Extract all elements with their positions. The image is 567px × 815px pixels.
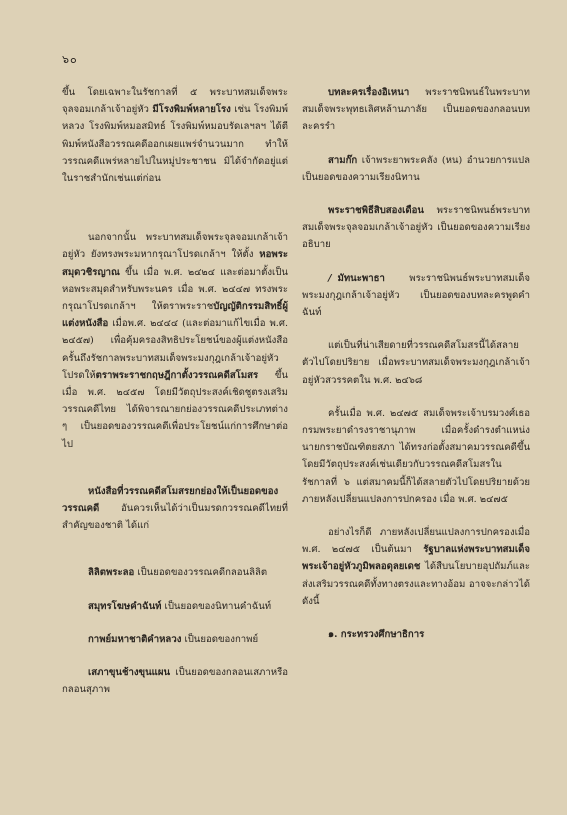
work-title: เสภาขุนช้างขุนแผน [88,667,171,679]
work-desc: เป็นยอดของวรรณคดีกลอนลิลิต [134,567,268,579]
paragraph [62,84,288,187]
spacer [62,550,288,564]
bold-span: ตราพระราชกฤษฎีกาตั้งวรรณคดีสโมสร [95,369,259,381]
list-item [302,270,530,322]
bold-span: หนังสือที่วรรณคดีสโมสรยกย่องให้เป็นยอดของวรรณคดี [62,485,279,515]
list-item [302,202,530,254]
pen-mark-icon: / [328,272,332,284]
list-item [62,664,288,698]
spacer [62,469,288,483]
text-span: เช่น โรงพิมพ์หลวง โรงพิมพ์หมอสมิทธ์ โรงพิมพ์หมอบรัดเลฯลฯ ได้ตีพิมพ์หนังสือวรรณคดีออกเผยแพร่จำนวนมาก ทำให้วรรณคดีแพร่หลายไปในหมู่ประชาชน มิได้จำกัดอยู่แต่ในราชสำนักเช่นแต่ก่อน [62,104,288,185]
work-title: มัทนะพาธา [337,272,385,284]
paragraph [302,405,530,508]
work-title: สามก๊ก [328,154,358,166]
work-desc: เป็นยอดของกลอนเสภาหรือกลอนสุภาพ [62,667,288,696]
text-span: ขึ้น เมื่อ พ.ศ. ๒๔๒๔ และต่อมาตั้งเป็น หอพระสมุดสำหรับพระนคร เมื่อ พ.ศ. ๒๔๔๗ ทรงพระกรุณาโปรดเกล้าฯ ให้ตราพระราช [62,266,288,313]
work-desc: พระราชนิพนธ์พระบาทสมเด็จพระมงกุฎเกล้าเจ้าอยู่หัว เป็นยอดของบทละครพูดคำฉันท์ [302,272,530,319]
paragraph [62,483,288,535]
list-item [62,631,288,648]
work-title: สมุทรโฆษคำฉันท์ [88,600,162,612]
text-span: ขึ้นเมื่อ พ.ศ. ๒๔๕๗ โดยมีวัตถุประสงค์เชิดชูตรงเสริมวรรณคดีไทย ได้พิจารณายกย่องวรรณคดีประเภทต่าง ๆ เป็นยอดของวรรณคดีเพื่อประโยชน์แก่การศึกษาต่อไป [62,369,288,450]
work-desc: พระราชนิพนธ์ในพระบาทสมเด็จพระพุทธเลิศหล้านภาลัย เป็นยอดของกลอนบทละครรำ [302,87,530,133]
spacer [62,203,288,229]
paragraph [302,524,530,610]
bold-span: บัญญัติกรรมสิทธิ์ผู้แต่งหนังสือ [62,301,288,330]
text-span: เมื่อพ.ศ. ๒๔๔๔ (และต่อมาแก้ไขเมื่อ พ.ศ. ๒๔๕๗) เพื่อคุ้มครองสิทธิประโยชน์ของผู้แต่งหนังสือ ครั้นถึงรัชกาลพระบาทสมเด็จพระมงกุฎเกล้าเจ้าอยู่หัว โปรดให้ [62,318,288,381]
list-item [302,152,530,186]
text-span: นอกจากนั้น พระบาทสมเด็จพระจุลจอมเกล้าเจ้าอยู่หัว ยังทรงพระมหากรุณาโปรดเกล้าฯ ให้ตั้ง [62,232,288,261]
section-heading: ๑. กระทรวงศึกษาธิการ [328,629,425,641]
text-span: ครั้นเมื่อ พ.ศ. ๒๔๗๕ สมเด็จพระเจ้าบรมวงศ์เธอ กรมพระยาดำรงราชานุภาพ เมื่อครั้งดำรงตำแหน่งนายกราชบัณฑิตยสภา ได้ทรงก่อตั้งสมาคมวรรณคดีขึ้น โดยมีวัตถุประสงค์เช่นเดียวกับวรรณคดีสโมสรในรัชกาลที่ ๖ แต่สมาคมนี้ก็ได้สลายตัวไปโดยปริยายด้วยภายหลังเปลี่ยนแปลงการปกครอง เมื่อ พ.ศ. ๒๔๗๕ [302,407,530,505]
work-title: บทละครเรื่องอิเหนา [328,87,410,98]
text-span: อย่างไรก็ดี ภายหลังเปลี่ยนแปลงการปกครองเมื่อ พ.ศ. ๒๔๗๕ เป็นต้นมา [302,527,530,556]
work-desc: เป็นยอดของนิทานคำฉันท์ [161,600,272,612]
bold-span: หอพระสมุดวชิรญาณ [62,249,288,278]
text-span: แต่เป็นที่น่าเสียดายที่วรรณคดีสโมสรนี้ได้สลายตัวไปโดยปริยาย เมื่อพระบาทสมเด็จพระมงกุฎเกล้าเจ้าอยู่หัวสวรรคตใน พ.ศ. ๒๔๖๘ [302,340,530,386]
paragraph [62,229,288,453]
work-title: ลิลิตพระลอ [88,567,135,579]
bold-span: รัฐบาลแห่งพระบาทสมเด็จพระเจ้าอยู่หัวภูมิพลอดุลยเดช [302,544,530,573]
work-desc: เป็นยอดของกาพย์ [181,633,259,645]
work-title: พระราชพิธีสิบสองเดือน [328,205,424,217]
list-item [62,564,288,581]
paragraph [302,337,530,389]
text-span: ขึ้น โดยเฉพาะในรัชกาลที่ ๕ พระบาทสมเด็จพระจุลจอมเกล้าเจ้าอยู่หัว [62,87,288,116]
right-column [302,84,530,659]
page-number: ๖๐ [62,53,78,66]
work-desc: พระราชนิพนธ์พระบาทสมเด็จพระจุลจอมเกล้าเจ้าอยู่หัว เป็นยอดของความเรียงอธิบาย [302,205,530,251]
bold-span: มีโรงพิมพ์หลายโรง [152,104,231,116]
work-desc: เจ้าพระยาพระคลัง (หน) อำนวยการแปล เป็นยอดของความเรียงนิทาน [302,154,530,183]
list-item [62,598,288,615]
left-column [62,84,288,714]
list-item [302,84,530,136]
text-span: อันควรเห็นได้ว่าเป็นมรดกวรรณคดีไทยที่สำคัญของชาติ ได้แก่ [62,503,288,532]
work-title: กาพย์มหาชาติคำหลวง [88,633,182,645]
text-span: ได้สืบนโยบายอุปถัมภ์และส่งเสริมวรรณคดีทั้งทางตรงและทางอ้อม อาจจะกล่าวได้ดังนี้ [302,561,530,607]
